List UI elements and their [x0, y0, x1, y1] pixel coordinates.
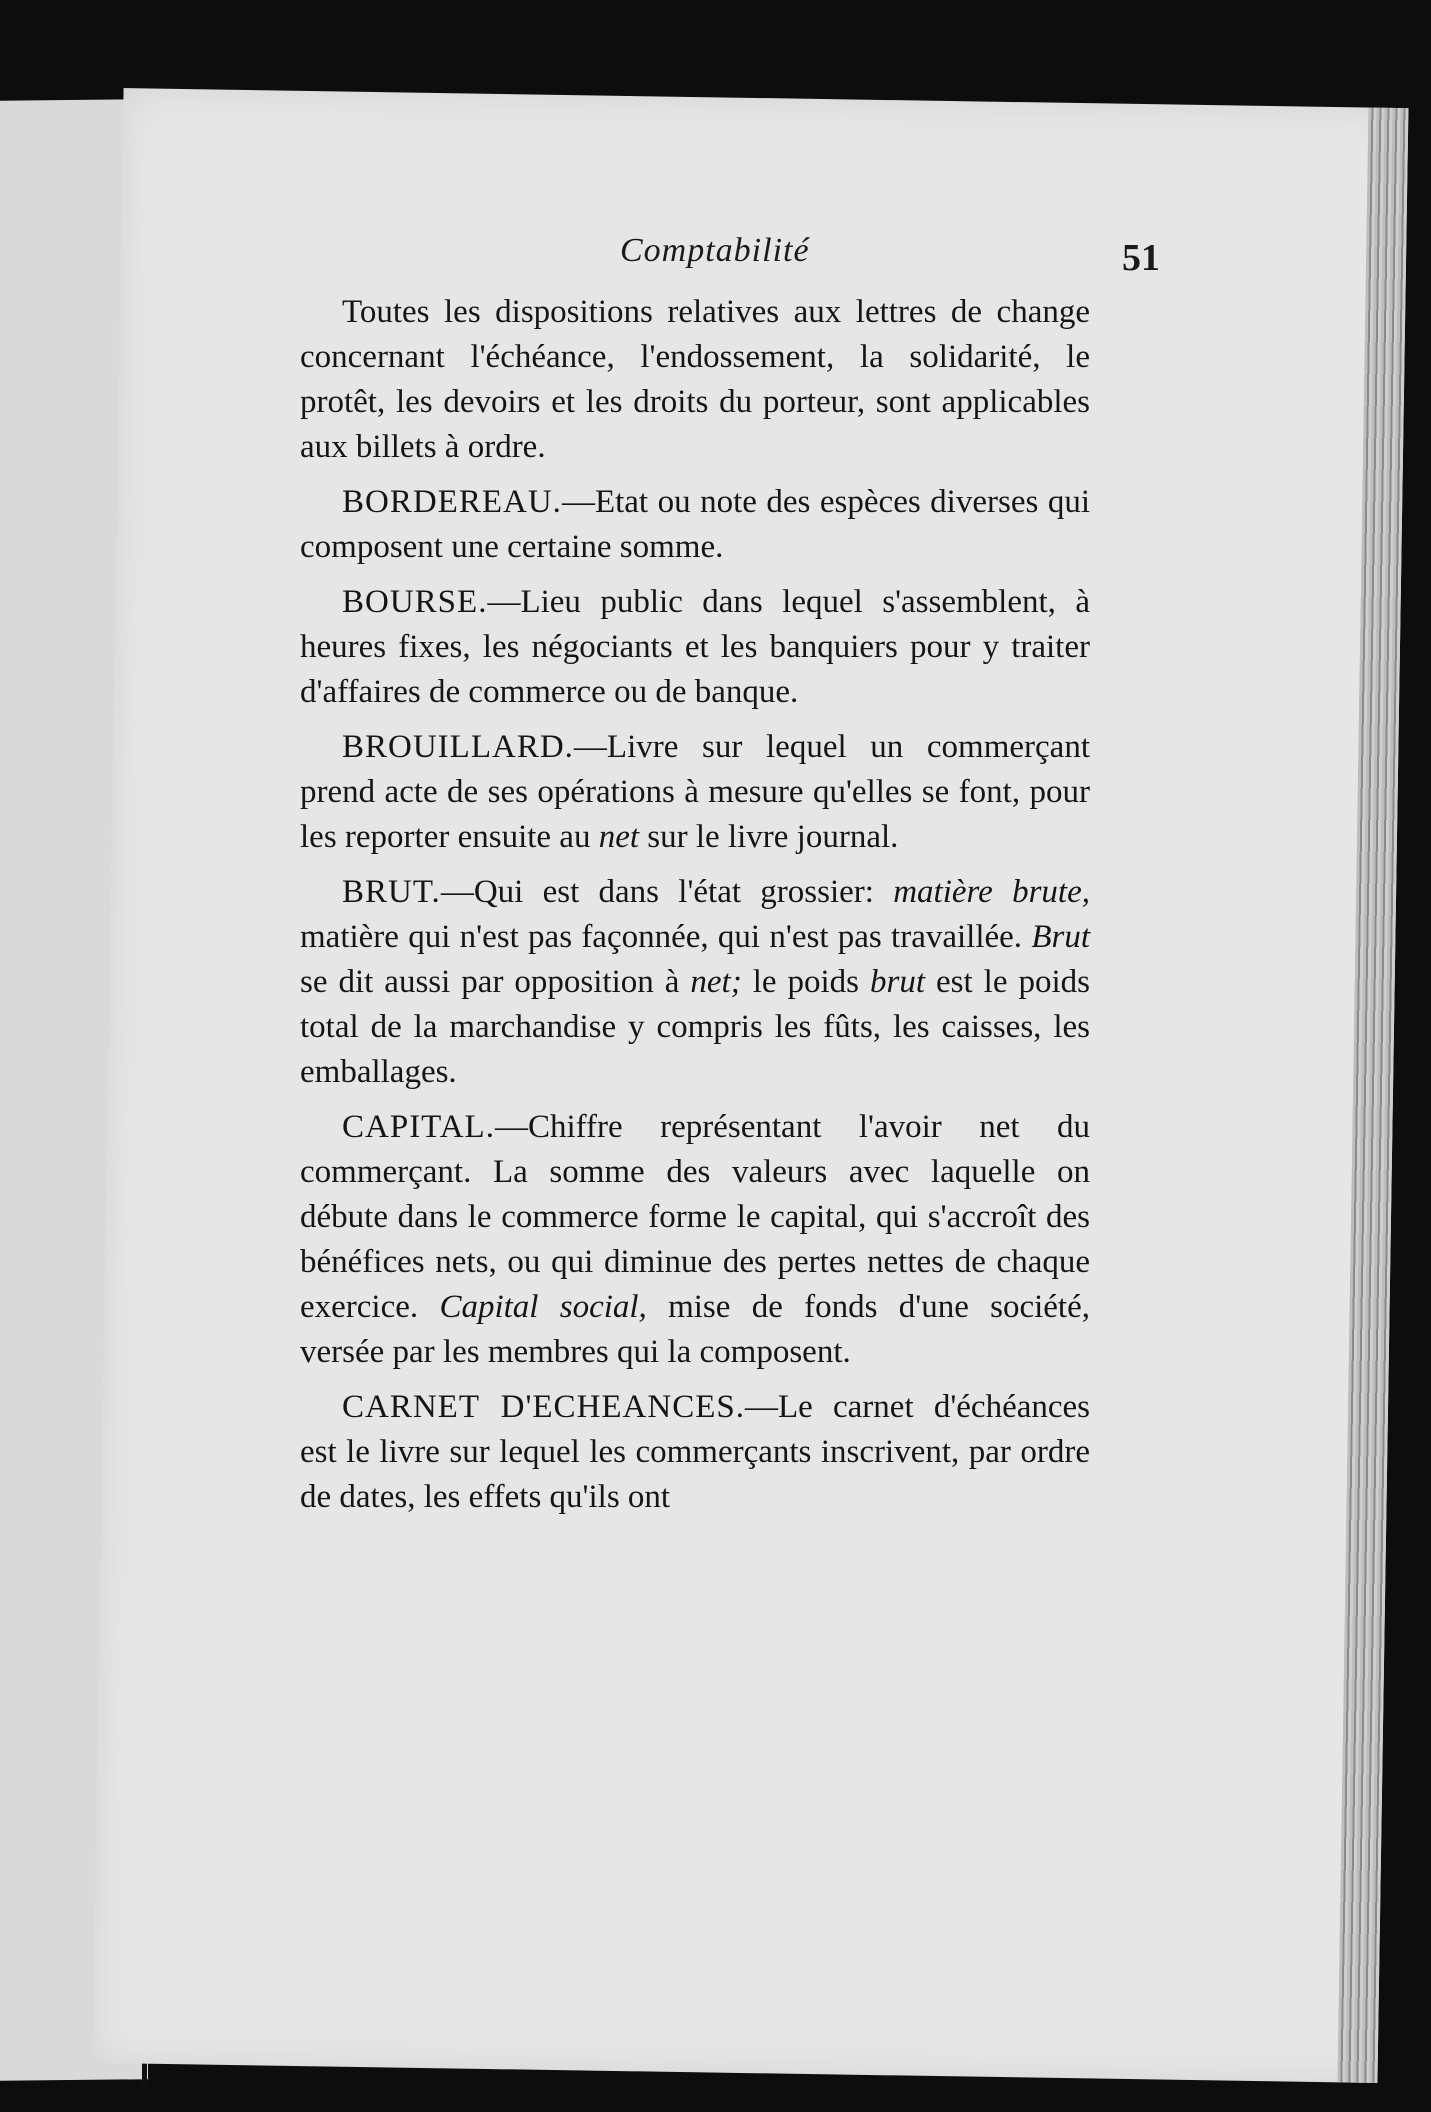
entry-term: BOURSE.: [342, 584, 488, 620]
italic-term: matière brute,: [893, 874, 1090, 910]
entry-carnet-echeances: [300, 1385, 1090, 1520]
italic-term: Capital social,: [439, 1289, 647, 1325]
entry-capital: [300, 1105, 1090, 1375]
page-header: [500, 222, 1160, 282]
entry-bourse: [300, 580, 1090, 715]
entry-term: CAPITAL.: [342, 1109, 495, 1145]
entry-definition: mise de fonds d'une société, versée par les membres qui la composent.: [300, 1289, 1090, 1370]
page-body: [300, 290, 1090, 1530]
entry-definition: le poids: [741, 964, 871, 1000]
entry-brut: [300, 870, 1090, 1095]
running-title: Comptabilité: [620, 232, 810, 269]
page-stack-edge: [1337, 108, 1408, 2083]
entry-definition: —Le carnet d'échéances est le livre sur lequel les commerçants inscrivent, par ordre de dates, les effets qu'ils ont: [300, 1389, 1091, 1515]
page-number: 51: [1122, 237, 1160, 279]
entry-bordereau: [300, 480, 1090, 570]
entry-definition: se dit aussi par opposition à: [300, 964, 691, 1000]
italic-term: net: [598, 819, 640, 855]
entry-term: CARNET D'ECHEANCES.: [342, 1389, 745, 1425]
entry-definition: —Etat ou note des espèces diverses qui composent une certaine somme.: [300, 484, 1090, 565]
paragraph-billets: [300, 290, 1090, 470]
entry-definition: —Lieu public dans lequel s'assemblent, à heures fixes, les négociants et les banquiers pour y traiter d'affaires de commerce ou de banque.: [300, 584, 1090, 710]
entry-brouillard: [300, 725, 1090, 860]
italic-term: Brut: [1031, 919, 1090, 955]
italic-term: brut: [870, 964, 926, 1000]
entry-term: BROUILLARD.: [342, 729, 574, 765]
entry-definition: —Livre sur lequel un commerçant prend acte de ses opérations à mesure qu'elles se font, pour les reporter ensuite au: [300, 729, 1090, 855]
entry-definition: est le poids total de la marchandise y compris les fûts, les caisses, les emballages.: [300, 964, 1091, 1090]
paragraph-text: Toutes les dispositions relatives aux lettres de change concernant l'échéance, l'endossement, la solidarité, le protêt, les devoirs et les droits du porteur, sont applicables aux billets à ordre.: [300, 294, 1090, 465]
italic-term: net;: [690, 964, 742, 1000]
entry-term: BORDEREAU.: [342, 484, 562, 520]
entry-definition: matière qui n'est pas façonnée, qui n'est pas travaillée.: [300, 919, 1032, 955]
entry-definition: —Qui est dans l'état grossier:: [440, 874, 894, 910]
entry-term: BRUT.: [342, 874, 441, 910]
entry-definition: —Chiffre représentant l'avoir net du commerçant. La somme des valeurs avec laquelle on débute dans le commerce forme le capital, qui s'accroît des bénéfices nets, ou qui diminue des pertes nettes de chaque exercice.: [300, 1109, 1090, 1325]
entry-definition-end: sur le livre journal.: [639, 819, 899, 855]
